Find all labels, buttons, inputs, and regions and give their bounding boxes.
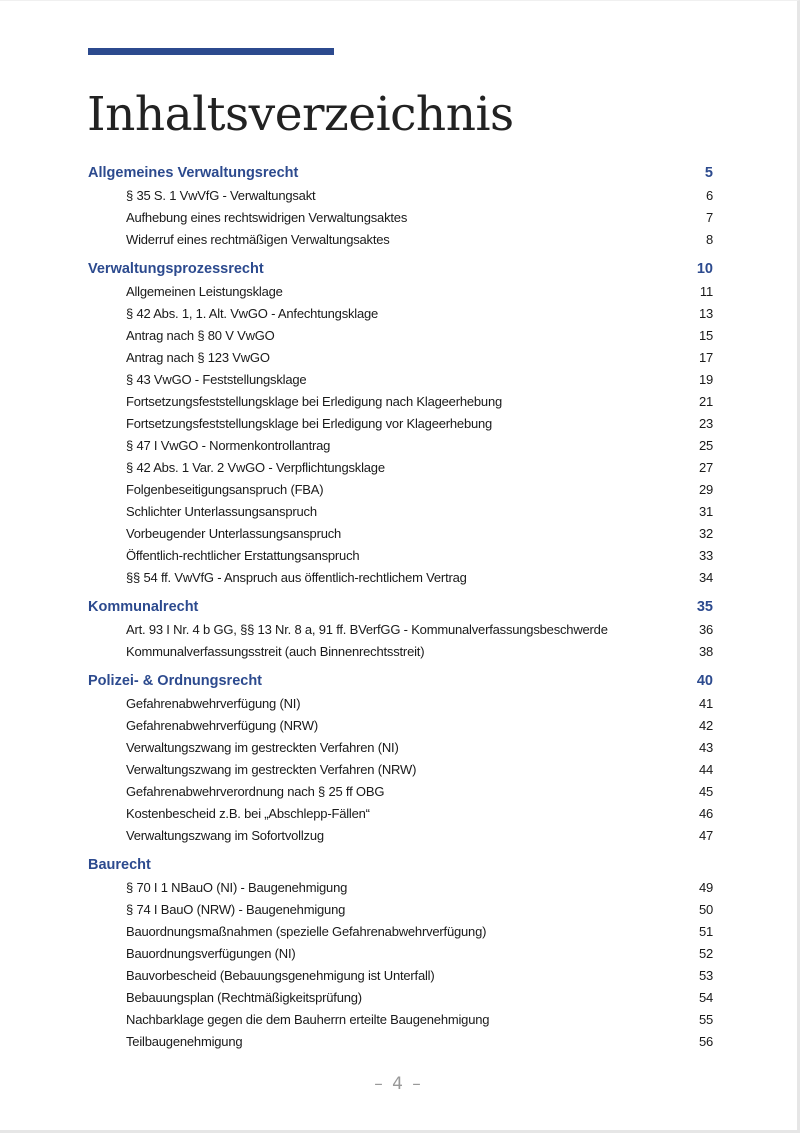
toc-entry[interactable]: [88, 921, 713, 943]
page-number-footer: – 4 –: [374, 1074, 423, 1094]
toc-entry[interactable]: [88, 325, 713, 347]
toc-entry[interactable]: [88, 229, 713, 251]
toc-entry[interactable]: [88, 759, 713, 781]
entry-page-number: 25: [698, 438, 713, 453]
toc-section: [88, 595, 713, 663]
entry-page-number: 38: [698, 644, 713, 659]
section-page-number: 10: [696, 261, 713, 277]
entry-page-number: 8: [705, 232, 713, 247]
entry-title: Aufhebung eines rechtswidrigen Verwaltungsaktes: [126, 210, 408, 225]
entry-title: § 42 Abs. 1, 1. Alt. VwGO - Anfechtungsklage: [126, 306, 379, 321]
entry-page-number: 34: [698, 570, 713, 585]
entry-title: Vorbeugender Unterlassungsanspruch: [126, 526, 342, 541]
accent-bar: [88, 48, 334, 55]
entry-page-number: 45: [698, 784, 713, 799]
toc-entry[interactable]: [88, 457, 713, 479]
entry-title: § 47 I VwGO - Normenkontrollantrag: [126, 438, 331, 453]
entry-title: Kommunalverfassungsstreit (auch Binnenrechtsstreit): [126, 644, 425, 659]
toc-entry[interactable]: [88, 435, 713, 457]
entry-page-number: 43: [698, 740, 713, 755]
toc-entry[interactable]: [88, 1009, 713, 1031]
entry-page-number: 47: [698, 828, 713, 843]
toc-entry[interactable]: [88, 185, 713, 207]
toc-entry[interactable]: [88, 1031, 713, 1053]
toc-entry[interactable]: [88, 413, 713, 435]
entry-title: Schlichter Unterlassungsanspruch: [126, 504, 317, 519]
section-page-number: 5: [704, 165, 713, 181]
entry-page-number: 15: [698, 328, 713, 343]
entry-title: § 74 I BauO (NRW) - Baugenehmigung: [126, 902, 346, 917]
entry-page-number: 33: [698, 548, 713, 563]
entry-page-number: 41: [698, 696, 713, 711]
entry-page-number: 6: [705, 188, 713, 203]
toc-section-heading[interactable]: [88, 161, 713, 185]
entry-page-number: 49: [698, 880, 713, 895]
toc-entry[interactable]: [88, 965, 713, 987]
toc-entry[interactable]: [88, 987, 713, 1009]
toc-entry[interactable]: [88, 715, 713, 737]
entry-page-number: 44: [698, 762, 713, 777]
entry-title: Kostenbescheid z.B. bei „Abschlepp-Fällen“: [126, 806, 370, 821]
entry-page-number: 50: [698, 902, 713, 917]
entry-title: Teilbaugenehmigung: [126, 1034, 243, 1049]
section-title: Kommunalrecht: [88, 599, 199, 615]
entry-page-number: 27: [698, 460, 713, 475]
entry-page-number: 42: [698, 718, 713, 733]
section-title: Verwaltungsprozessrecht: [88, 261, 264, 277]
section-title: Polizei- & Ordnungsrecht: [88, 673, 263, 689]
toc-entry[interactable]: [88, 737, 713, 759]
entry-page-number: 19: [698, 372, 713, 387]
entry-title: Fortsetzungsfeststellungsklage bei Erledigung vor Klageerhebung: [126, 416, 493, 431]
toc-section-heading[interactable]: [88, 257, 713, 281]
entry-page-number: 51: [698, 924, 713, 939]
entry-page-number: 54: [698, 990, 713, 1005]
entry-title: Bauordnungsmaßnahmen (spezielle Gefahrenabwehrverfügung): [126, 924, 487, 939]
entry-title: Folgenbeseitigungsanspruch (FBA): [126, 482, 324, 497]
toc-section: [88, 257, 713, 589]
entry-page-number: 56: [698, 1034, 713, 1049]
entry-title: § 70 I 1 NBauO (NI) - Baugenehmigung: [126, 880, 348, 895]
entry-page-number: 46: [698, 806, 713, 821]
entry-title: Verwaltungszwang im gestreckten Verfahren (NI): [126, 740, 399, 755]
toc-entry[interactable]: [88, 281, 713, 303]
entry-page-number: 32: [698, 526, 713, 541]
toc-entry[interactable]: [88, 567, 713, 589]
entry-title: Antrag nach § 80 V VwGO: [126, 328, 275, 343]
entry-page-number: 53: [698, 968, 713, 983]
section-title: Baurecht: [88, 857, 151, 873]
toc-section-heading[interactable]: [88, 853, 713, 877]
toc-entry[interactable]: [88, 943, 713, 965]
toc-entry[interactable]: [88, 523, 713, 545]
entry-title: Gefahrenabwehrverfügung (NRW): [126, 718, 318, 733]
toc-entry[interactable]: [88, 693, 713, 715]
toc-entry[interactable]: [88, 877, 713, 899]
toc-section-heading[interactable]: [88, 595, 713, 619]
entry-title: Widerruf eines rechtmäßigen Verwaltungsaktes: [126, 232, 390, 247]
entry-title: Verwaltungszwang im Sofortvollzug: [126, 828, 324, 843]
toc-section: [88, 161, 713, 251]
section-page-number: 40: [696, 673, 713, 689]
section-title: Allgemeines Verwaltungsrecht: [88, 165, 299, 181]
entry-title: Verwaltungszwang im gestreckten Verfahren (NRW): [126, 762, 417, 777]
entry-title: Gefahrenabwehrverfügung (NI): [126, 696, 301, 711]
toc-entry[interactable]: [88, 619, 713, 641]
section-page-number: 35: [696, 599, 713, 615]
entry-page-number: 52: [698, 946, 713, 961]
toc-entry[interactable]: [88, 303, 713, 325]
entry-title: Öffentlich-rechtlicher Erstattungsanspruch: [126, 548, 360, 563]
entry-title: §§ 54 ff. VwVfG - Anspruch aus öffentlich-rechtlichem Vertrag: [126, 570, 467, 585]
entry-title: Antrag nach § 123 VwGO: [126, 350, 270, 365]
entry-page-number: 23: [698, 416, 713, 431]
entry-page-number: 7: [705, 210, 713, 225]
entry-title: § 35 S. 1 VwVfG - Verwaltungsakt: [126, 188, 316, 203]
entry-page-number: 31: [698, 504, 713, 519]
toc-section: [88, 853, 713, 1053]
entry-page-number: 55: [698, 1012, 713, 1027]
entry-title: Art. 93 I Nr. 4 b GG, §§ 13 Nr. 8 a, 91 ff. BVerfGG - Kommunalverfassungsbeschwerde: [126, 622, 608, 637]
entry-title: § 43 VwGO - Feststellungsklage: [126, 372, 307, 387]
entry-page-number: 13: [698, 306, 713, 321]
table-of-contents: [88, 161, 713, 1053]
toc-entry[interactable]: [88, 825, 713, 847]
entry-page-number: 29: [698, 482, 713, 497]
toc-entry[interactable]: [88, 369, 713, 391]
entry-title: Allgemeinen Leistungsklage: [126, 284, 283, 299]
entry-title: Bauordnungsverfügungen (NI): [126, 946, 296, 961]
toc-entry[interactable]: [88, 501, 713, 523]
toc-section: [88, 669, 713, 847]
entry-page-number: 17: [698, 350, 713, 365]
entry-page-number: 21: [698, 394, 713, 409]
toc-section-heading[interactable]: [88, 669, 713, 693]
entry-title: Bebauungsplan (Rechtmäßigkeitsprüfung): [126, 990, 362, 1005]
entry-title: Gefahrenabwehrverordnung nach § 25 ff OBG: [126, 784, 385, 799]
page-title: Inhaltsverzeichnis: [87, 87, 514, 142]
toc-entry[interactable]: [88, 391, 713, 413]
entry-title: Nachbarklage gegen die dem Bauherrn erteilte Baugenehmigung: [126, 1012, 490, 1027]
entry-title: § 42 Abs. 1 Var. 2 VwGO - Verpflichtungsklage: [126, 460, 385, 475]
entry-title: Fortsetzungsfeststellungsklage bei Erledigung nach Klageerhebung: [126, 394, 503, 409]
toc-entry[interactable]: [88, 347, 713, 369]
entry-page-number: 36: [698, 622, 713, 637]
toc-entry[interactable]: [88, 545, 713, 567]
toc-entry[interactable]: [88, 641, 713, 663]
toc-entry[interactable]: [88, 803, 713, 825]
entry-page-number: 11: [699, 284, 713, 299]
entry-title: Bauvorbescheid (Bebauungsgenehmigung ist Unterfall): [126, 968, 435, 983]
toc-entry[interactable]: [88, 207, 713, 229]
toc-entry[interactable]: [88, 781, 713, 803]
toc-entry[interactable]: [88, 479, 713, 501]
toc-entry[interactable]: [88, 899, 713, 921]
